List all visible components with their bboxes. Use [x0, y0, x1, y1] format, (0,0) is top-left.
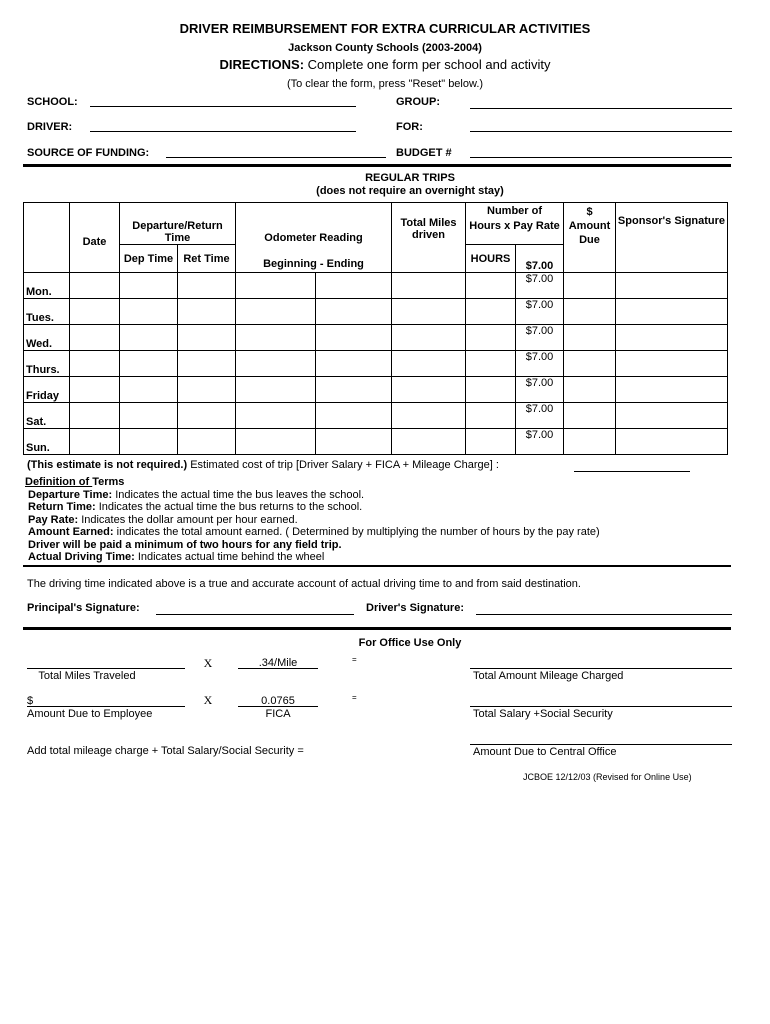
odometer-end-cell[interactable]: [316, 403, 392, 429]
total-miles-field[interactable]: [27, 668, 185, 669]
miles-cell[interactable]: [392, 299, 466, 325]
definitions-heading-b: Terms: [92, 476, 125, 488]
dep-cell[interactable]: [120, 273, 178, 299]
sponsor-cell[interactable]: [616, 377, 728, 403]
for-label: FOR:: [396, 121, 423, 133]
hours-cell[interactable]: [466, 299, 516, 325]
miles-cell[interactable]: [392, 377, 466, 403]
definition-item: [28, 501, 362, 513]
school-label: SCHOOL:: [27, 96, 78, 108]
amount-cell[interactable]: [564, 351, 616, 377]
directions-text: Complete one form per school and activity: [307, 57, 551, 72]
odometer-end-cell[interactable]: [316, 273, 392, 299]
hours-cell[interactable]: [466, 429, 516, 455]
estimate-note: (This estimate is not required.): [27, 459, 188, 471]
odometer-begin-cell[interactable]: [236, 351, 316, 377]
table-row: [24, 403, 728, 429]
equals-sign: =: [352, 693, 357, 702]
amount-cell[interactable]: [564, 403, 616, 429]
day-header-cell: [24, 203, 70, 273]
total-miles-label: Total Miles Traveled: [38, 670, 136, 682]
group-label: GROUP:: [396, 96, 440, 108]
table-row: [24, 377, 728, 403]
ret-cell[interactable]: [178, 429, 236, 455]
sponsor-cell[interactable]: [616, 351, 728, 377]
odometer-begin-cell[interactable]: [236, 273, 316, 299]
depret-header: Departure/Return Time: [120, 203, 236, 245]
date-cell[interactable]: [70, 351, 120, 377]
hours-header: HOURS: [466, 245, 516, 273]
form-title: DRIVER REIMBURSEMENT FOR EXTRA CURRICULAR ACTIVITIES: [179, 21, 591, 36]
dollar-label: $: [586, 206, 593, 218]
table-row: [24, 299, 728, 325]
rate-cell: $7.00: [516, 429, 564, 455]
rate-cell: $7.00: [516, 325, 564, 351]
odometer-end-cell[interactable]: [316, 351, 392, 377]
driver-signature-label: Driver's Signature:: [366, 602, 464, 614]
trips-subtitle: (does not require an overnight stay): [316, 185, 504, 197]
fica-label: FICA: [265, 708, 291, 720]
date-header: Date: [70, 203, 120, 273]
hours-cell[interactable]: [466, 351, 516, 377]
day-label: Sat.: [24, 403, 70, 429]
date-cell[interactable]: [70, 377, 120, 403]
day-label: Mon.: [24, 273, 70, 299]
table-row: [24, 351, 728, 377]
estimate-line: [27, 459, 499, 471]
date-cell[interactable]: [70, 325, 120, 351]
hours-cell[interactable]: [466, 273, 516, 299]
day-label: Thurs.: [24, 351, 70, 377]
dep-cell[interactable]: [120, 429, 178, 455]
date-cell[interactable]: [70, 273, 120, 299]
sponsor-header: Sponsor's Signature: [616, 203, 728, 273]
total-mileage-field[interactable]: [470, 668, 732, 669]
odometer-end-cell[interactable]: [316, 429, 392, 455]
funding-field[interactable]: [166, 157, 386, 158]
rate-header: $7.00: [516, 245, 564, 273]
definition-text: Indicates the actual time the bus leaves the school.: [112, 489, 365, 501]
odometer-header: [236, 203, 392, 273]
table-row: [24, 325, 728, 351]
date-cell[interactable]: [70, 429, 120, 455]
number-of-label: Number of: [487, 205, 542, 217]
definition-text: Indicates actual time behind the wheel: [134, 551, 325, 563]
day-label: Friday: [24, 377, 70, 403]
ret-header: Ret Time: [178, 245, 236, 273]
definition-item: [28, 551, 324, 563]
odometer-begin-cell[interactable]: [236, 299, 316, 325]
amount-cell[interactable]: [564, 429, 616, 455]
rate-cell: $7.00: [516, 273, 564, 299]
multiply-sign: X: [203, 693, 213, 707]
form-subtitle: Jackson County Schools (2003-2004): [288, 42, 482, 54]
odometer-end-cell[interactable]: [316, 325, 392, 351]
principal-signature-label: Principal's Signature:: [27, 602, 140, 614]
odometer-subheader: Beginning - Ending: [263, 258, 364, 270]
sponsor-cell[interactable]: [616, 273, 728, 299]
divider: [23, 627, 731, 630]
odometer-begin-cell[interactable]: [236, 325, 316, 351]
divider: [23, 565, 731, 567]
directions-label: DIRECTIONS:: [219, 57, 305, 72]
miles-cell[interactable]: [392, 273, 466, 299]
amount-cell[interactable]: [564, 377, 616, 403]
estimate-text: Estimated cost of trip [Driver Salary + FICA + Mileage Charge] :: [190, 459, 499, 471]
equals-sign: =: [352, 655, 357, 664]
miles-cell[interactable]: [392, 429, 466, 455]
definition-item: [28, 526, 600, 538]
definition-item: [28, 489, 364, 501]
table-row: [24, 273, 728, 299]
definition-term: Return Time:: [28, 501, 96, 513]
trips-table: [23, 202, 728, 455]
definition-text: indicates the total amount earned. ( Determined by multiplying the number of hours by the pay rate): [113, 526, 600, 538]
hours-cell[interactable]: [466, 403, 516, 429]
hours-pay-label: Hours x Pay Rate: [469, 220, 560, 232]
fica-rate: 0.0765: [261, 695, 295, 707]
total-salary-field[interactable]: [470, 706, 732, 707]
total-mileage-label: Total Amount Mileage Charged: [473, 670, 624, 682]
multiply-sign: X: [203, 656, 213, 670]
dep-cell[interactable]: [120, 377, 178, 403]
definition-text: Indicates the actual time the bus returns to the school.: [95, 501, 363, 513]
rate-cell: $7.00: [516, 351, 564, 377]
day-label: Sun.: [24, 429, 70, 455]
amount-due-employee-label: Amount Due to Employee: [27, 708, 153, 720]
ret-cell[interactable]: [178, 325, 236, 351]
central-office-label: Amount Due to Central Office: [473, 746, 617, 758]
definition-item: [28, 514, 298, 526]
ret-cell[interactable]: [178, 273, 236, 299]
add-total-label: Add total mileage charge + Total Salary/Social Security =: [27, 745, 304, 757]
definition-term: Pay Rate:: [28, 514, 79, 526]
odometer-end-cell[interactable]: [316, 299, 392, 325]
miles-cell[interactable]: [392, 403, 466, 429]
clear-note: (To clear the form, press "Reset" below.): [286, 78, 484, 90]
ret-cell[interactable]: [178, 299, 236, 325]
dep-cell[interactable]: [120, 351, 178, 377]
amount-cell[interactable]: [564, 325, 616, 351]
pay-header: [466, 203, 564, 245]
driver-label: DRIVER:: [27, 121, 73, 133]
definition-text: Indicates the dollar amount per hour earned.: [78, 514, 298, 526]
miles-cell[interactable]: [392, 325, 466, 351]
group-field[interactable]: [470, 108, 732, 109]
date-cell[interactable]: [70, 299, 120, 325]
definition-term: Actual Driving Time:: [28, 551, 135, 563]
sponsor-cell[interactable]: [616, 429, 728, 455]
definition-item: [28, 539, 342, 551]
ret-cell[interactable]: [178, 403, 236, 429]
sponsor-cell[interactable]: [616, 325, 728, 351]
total-salary-label: Total Salary +Social Security: [473, 708, 613, 720]
odometer-label: Odometer Reading: [264, 232, 363, 244]
school-field[interactable]: [90, 106, 356, 107]
dep-cell[interactable]: [120, 403, 178, 429]
dep-cell[interactable]: [120, 325, 178, 351]
amount-cell[interactable]: [564, 299, 616, 325]
amount-due-label: Amount Due: [568, 220, 611, 246]
divider: [23, 164, 731, 167]
odometer-begin-cell[interactable]: [236, 403, 316, 429]
day-label: Wed.: [24, 325, 70, 351]
hours-cell[interactable]: [466, 377, 516, 403]
amount-due-header: [564, 203, 616, 273]
odometer-begin-cell[interactable]: [236, 377, 316, 403]
driver-signature-field[interactable]: [476, 614, 732, 615]
fica-underline: [238, 706, 318, 707]
definition-term: Amount Earned:: [28, 526, 114, 538]
dep-header: Dep Time: [120, 245, 178, 273]
miles-cell[interactable]: [392, 351, 466, 377]
definition-term: Driver will be paid a minimum of two hours for any field trip.: [28, 539, 342, 551]
sponsor-cell[interactable]: [616, 299, 728, 325]
hours-cell[interactable]: [466, 325, 516, 351]
for-field[interactable]: [470, 131, 732, 132]
trips-title: REGULAR TRIPS: [365, 172, 455, 184]
rate-cell: $7.00: [516, 299, 564, 325]
directions: [0, 57, 770, 72]
day-label: Tues.: [24, 299, 70, 325]
per-mile-underline: [238, 668, 318, 669]
sponsor-cell[interactable]: [616, 403, 728, 429]
central-office-field[interactable]: [470, 744, 732, 745]
rate-cell: $7.00: [516, 377, 564, 403]
odometer-end-cell[interactable]: [316, 377, 392, 403]
funding-label: SOURCE OF FUNDING:: [27, 147, 150, 159]
per-mile-rate: .34/Mile: [258, 657, 298, 669]
definitions-heading-a: Definition of: [25, 476, 93, 488]
dep-cell[interactable]: [120, 299, 178, 325]
rate-cell: $7.00: [516, 403, 564, 429]
date-cell[interactable]: [70, 403, 120, 429]
dollar-sign: $: [27, 695, 34, 707]
table-row: [24, 429, 728, 455]
amount-cell[interactable]: [564, 273, 616, 299]
principal-signature-field[interactable]: [156, 614, 354, 615]
amount-due-employee-field[interactable]: [27, 706, 185, 707]
ret-cell[interactable]: [178, 377, 236, 403]
definition-term: Departure Time:: [28, 489, 113, 501]
total-miles-header: Total Miles driven: [392, 203, 466, 273]
form-footer: JCBOE 12/12/03 (Revised for Online Use): [523, 772, 692, 782]
budget-field[interactable]: [470, 157, 732, 158]
office-title: For Office Use Only: [358, 637, 462, 649]
odometer-begin-cell[interactable]: [236, 429, 316, 455]
certification-statement: The driving time indicated above is a true and accurate account of actual driving time to and from said destination.: [27, 578, 581, 590]
definitions-heading: [25, 476, 124, 488]
driver-field[interactable]: [90, 131, 356, 132]
estimate-field[interactable]: [574, 471, 690, 472]
ret-cell[interactable]: [178, 351, 236, 377]
budget-label: BUDGET #: [396, 147, 452, 159]
